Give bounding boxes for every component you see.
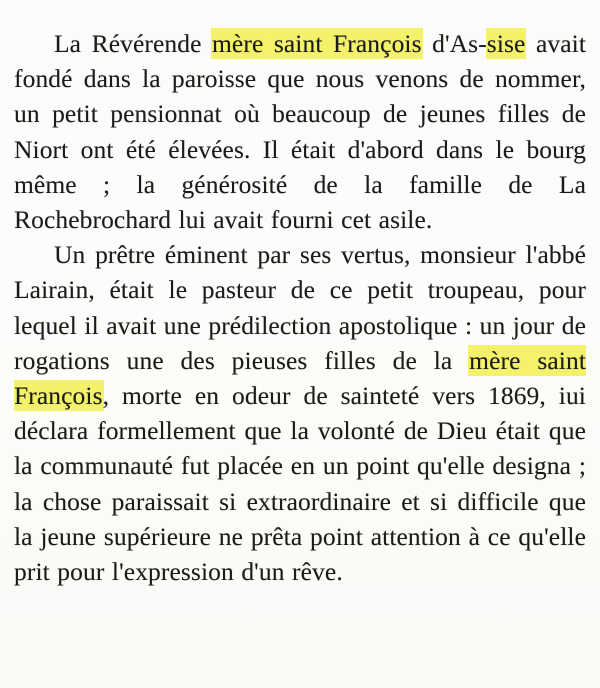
text-column <box>14 26 586 589</box>
text-segment: Un prêtre éminent par ses vertus, monsieur l'abbé Lairain, était le pasteur de ce petit troupeau, pour lequel il avait une prédilection apostolique : un jour de rogations une des pieuses filles de la <box>14 240 587 375</box>
paragraph-1 <box>14 26 586 237</box>
text-segment: d'As- <box>421 29 487 58</box>
paragraph-2 <box>14 237 586 589</box>
highlighted-text: mère saint François <box>14 345 587 411</box>
text-segment: avait fondé dans la paroisse que nous venons de nommer, un petit pensionnat où beaucoup de jeunes filles de Niort ont été élevées. Il était d'abord dans le bourg même ; la générosité de la famille de La Rochebrochard lui avait fourni cet asile. <box>14 29 586 235</box>
text-segment: La Révérende <box>54 29 212 58</box>
highlighted-text: sise <box>486 29 526 58</box>
highlighted-text: mère saint François <box>212 29 422 58</box>
text-segment: , morte en odeur de sainteté vers 1869, iui déclara formellement que la volonté de Dieu était que la communauté fut placée en un point qu'elle designa ; la chose paraissait si extraordinaire et si difficile que la jeune supérieure ne prêta point attention à ce qu'elle prit pour l'expression d'un rêve. <box>14 381 586 587</box>
